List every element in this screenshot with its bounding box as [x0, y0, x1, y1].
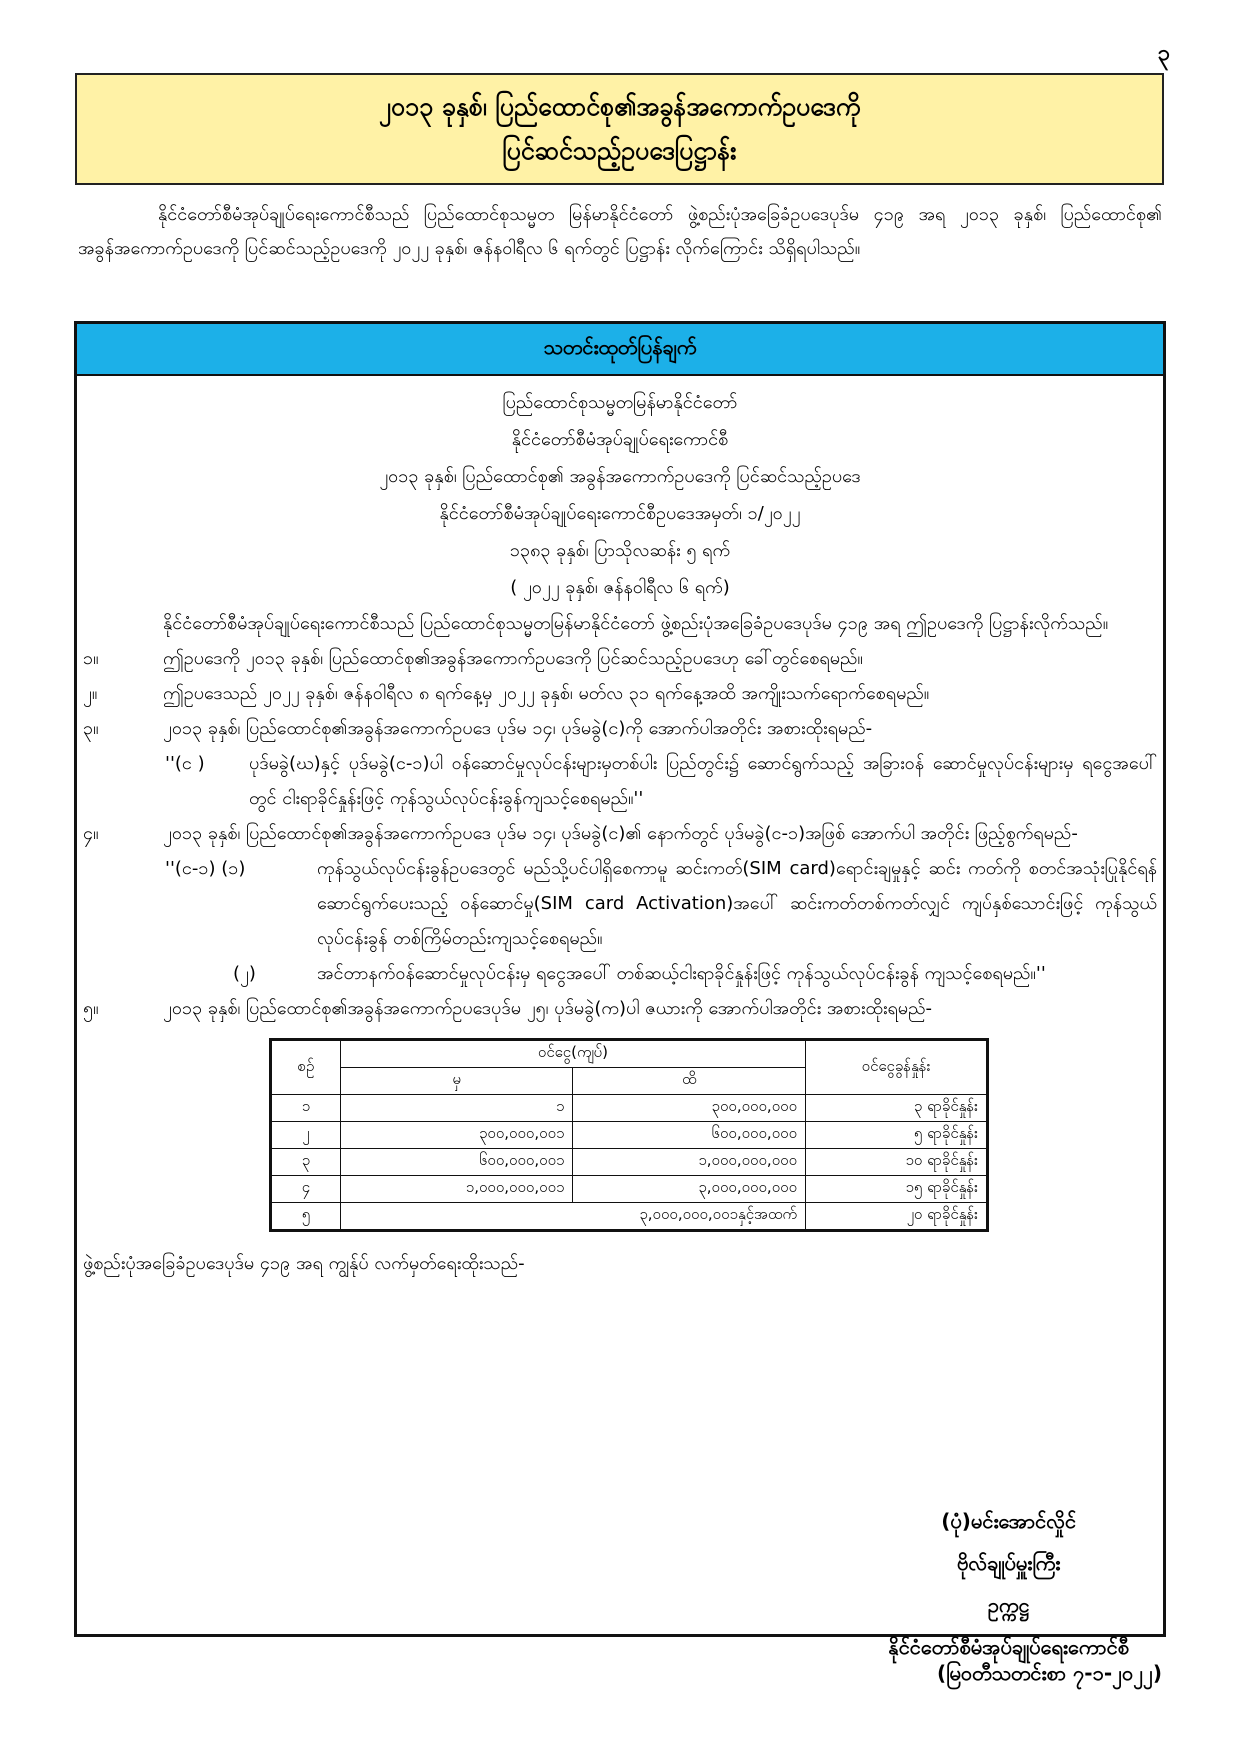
title-line-2: ပြင်ဆင်သည့်ဥပဒေပြဋ္ဌာန်း — [502, 136, 737, 165]
table-row — [271, 1122, 988, 1149]
section-number: ၅။ — [83, 998, 99, 1019]
sub-clause-text: အင်တာနက်ဝန်ဆောင်မှုလုပ်ငန်းမှ ရငွေအပေါ် တစ်ဆယ့်ငါးရာခိုင်နှုန်းဖြင့် ကုန်သွယ်လုပ်ငန်းခွန် ကျသင့်စေရမည်။'' — [317, 963, 1046, 984]
section-text: ၂၀၁၃ ခုနှစ်၊ ပြည်ထောင်စု၏အခွန်အကောက်ဥပဒေ ပုဒ်မ ၁၄၊ ပုဒ်မခွဲ(င)ကို အောက်ပါအတိုင်း အစားထိုးရမည်- — [163, 718, 873, 739]
signatory-name: (ပုံ)မင်းအောင်လှိုင် — [941, 1509, 1077, 1533]
heading-line: ၁၃၈၃ ခုနှစ်၊ ပြာသိုလဆန်း ၅ ရက် — [509, 540, 731, 561]
cell-rate: ၅ ရာခိုင်နှုန်း — [806, 1122, 988, 1149]
signatory-role: ဥက္ကဋ္ဌ — [987, 1593, 1030, 1617]
cell-to: ၃၀၀,၀၀၀,၀၀၀ — [573, 1095, 806, 1122]
press-release-header: သတင်းထုတ်ပြန်ချက် — [77, 324, 1163, 376]
heading-line: ( ၂၀၂၂ ခုနှစ်၊ ဇန်နဝါရီလ ၆ ရက်) — [510, 577, 730, 598]
sub-clause-label: (၂) — [233, 963, 256, 984]
section-1 — [83, 641, 1157, 676]
table-row — [271, 1095, 988, 1122]
section-number: ၃။ — [83, 718, 99, 739]
signatory-council: နိုင်ငံတော်စီမံအုပ်ချုပ်ရေးကောင်စီ — [888, 1635, 1129, 1659]
cell-rate: ၁၀ ရာခိုင်နှုန်း — [806, 1149, 988, 1176]
cell-to: ၁,၀၀၀,၀၀၀,၀၀၀ — [573, 1149, 806, 1176]
quote-label: ''(င ) — [165, 753, 205, 774]
section-text: ၂၀၁၃ ခုနှစ်၊ ပြည်ထောင်စု၏အခွန်အကောက်ဥပဒေပုဒ်မ ၂၅၊ ပုဒ်မခွဲ(က)ပါ ဇယားကို အောက်ပါအတိုင်း အစားထိုးရမည်- — [163, 998, 932, 1019]
heading-line: ၂၀၁၃ ခုနှစ်၊ ပြည်ထောင်စု၏ အခွန်အကောက်ဥပဒေကို ပြင်ဆင်သည့်ဥပဒေ — [379, 466, 861, 487]
cell-to: ၃,၀၀၀,၀၀၀,၀၀၀ — [573, 1176, 806, 1203]
section-text: ၂၀၁၃ ခုနှစ်၊ ပြည်ထောင်စု၏အခွန်အကောက်ဥပဒေ ပုဒ်မ ၁၄၊ ပုဒ်မခွဲ(င)၏ နောက်တွင် ပုဒ်မခွဲ(င-၁)အဖြစ် အောက်ပါ အတိုင်း ဖြည့်စွက်ရမည်- — [163, 823, 1078, 844]
title-line-1: ၂၀၁၃ ခုနှစ်၊ ပြည်ထောင်စု၏အခွန်အကောက်ဥပဒေကို — [378, 92, 861, 121]
col-income-header: ဝင်ငွေ(ကျပ်) — [340, 1040, 805, 1068]
cell-serial: ၅ — [271, 1203, 341, 1231]
sub-clause-label: ''(င-၁) (၁) — [165, 858, 246, 879]
title-box — [75, 73, 1164, 185]
section-text: ဤဥပဒေကို ၂၀၁၃ ခုနှစ်၊ ပြည်ထောင်စု၏အခွန်အကောက်ဥပဒေကို ပြင်ဆင်သည့်ဥပဒေဟု ခေါ်တွင်စေရမည်။ — [163, 648, 863, 669]
source-citation: (မြဝတီသတင်းစာ ၇-၁-၂၀၂၂) — [936, 1661, 1162, 1685]
amendment-quote-c — [83, 746, 1157, 816]
cell-rate: ၂၀ ရာခိုင်နှုန်း — [806, 1203, 988, 1231]
press-release-body — [77, 376, 1163, 1281]
cell-from: ၁ — [340, 1095, 573, 1122]
section-number: ၁။ — [83, 648, 99, 669]
section-number: ၂။ — [83, 683, 98, 704]
section-3 — [83, 711, 1157, 746]
press-release-frame — [74, 321, 1166, 1659]
enactment-paragraph: နိုင်ငံတော်စီမံအုပ်ချုပ်ရေးကောင်စီသည် ပြည်ထောင်စုသမ္မတမြန်မာနိုင်ငံတော် ဖွဲ့စည်းပုံအခြေခံဥပဒေပုဒ်မ ၄၁၉ အရ ဤဥပဒေကို ပြဋ္ဌာန်းလိုက်သည်။ — [163, 613, 1109, 634]
cell-from: ၆၀၀,၀၀၀,၀၀၁ — [340, 1149, 573, 1176]
cell-serial: ၄ — [271, 1176, 341, 1203]
section-5 — [83, 991, 1157, 1026]
cell-serial: ၂ — [271, 1122, 341, 1149]
table-row — [271, 1203, 988, 1231]
quote-text: ပုဒ်မခွဲ(ဃ)နှင့် ပုဒ်မခွဲ(င-၁)ပါ ဝန်ဆောင်မှုလုပ်ငန်းများမှတစ်ပါး ပြည်တွင်း၌ ဆောင်ရွက်သည့် အခြားဝန် ဆောင်မှုလုပ်ငန်းများမှ ရငွေအပေါ်တွင် ငါးရာခိုင်နှုန်းဖြင့် ကုန်သွယ်လုပ်ငန်းခွန်ကျသင့်စေရမည်။'' — [249, 753, 1157, 809]
cell-to: ၆၀၀,၀၀၀,၀၀၀ — [573, 1122, 806, 1149]
cell-from: ၃၀၀,၀၀၀,၀၀၁ — [340, 1122, 573, 1149]
cell-from: ၁,၀၀၀,၀၀၀,၀၀၁ — [340, 1176, 573, 1203]
cell-range: ၃,၀၀၀,၀၀၀,၀၀၁နှင့်အထက် — [340, 1203, 805, 1231]
law-heading — [83, 376, 1157, 606]
sub-clause-text: ကုန်သွယ်လုပ်ငန်းခွန်ဥပဒေတွင် မည်သို့ပင်ပါရှိစေကာမူ ဆင်းကတ်(SIM card)ရောင်းချမှုနှင့် ဆင်း ကတ်ကို စတင်အသုံးပြုနိုင်ရန် ဆောင်ရွက်ပေးသည့် ဝန်ဆောင်မှု(SIM card Activation)အပေါ် ဆင်းကတ်တစ်ကတ်လျှင် ကျပ်နှစ်သောင်းဖြင့် ကုန်သွယ်လုပ်ငန်းခွန် တစ်ကြိမ်တည်းကျသင့်စေရမည်။ — [317, 858, 1157, 949]
heading-line: နိုင်ငံတော်စီမံအုပ်ချုပ်ရေးကောင်စီ — [511, 429, 729, 450]
section-2 — [83, 676, 1157, 711]
signature-block — [888, 1500, 1129, 1668]
heading-line: ပြည်ထောင်စုသမ္မတမြန်မာနိုင်ငံတော် — [502, 392, 738, 413]
section-text: ဤဥပဒေသည် ၂၀၂၂ ခုနှစ်၊ ဇန်နဝါရီလ ၈ ရက်နေ့မှ ၂၀၂၂ ခုနှစ်၊ မတ်လ ၃၁ ရက်နေ့အထိ အကျိုးသက်ရောက်စေရမည်။ — [163, 683, 930, 704]
col-from-header: မှ — [340, 1068, 573, 1095]
cell-rate: ၁၅ ရာခိုင်နှုန်း — [806, 1176, 988, 1203]
col-to-header: ထိ — [573, 1068, 806, 1095]
cell-rate: ၃ ရာခိုင်နှုန်း — [806, 1095, 988, 1122]
table-row — [271, 1176, 988, 1203]
table-header-row — [271, 1040, 988, 1068]
closing-statement: ဖွဲ့စည်းပုံအခြေခံဥပဒေပုဒ်မ ၄၁၉ အရ ကျွန်ုပ် လက်မှတ်ရေးထိုးသည်- — [83, 1253, 525, 1274]
col-serial-header: စဉ် — [271, 1040, 341, 1095]
sub-clause-1 — [83, 851, 1157, 956]
heading-line: နိုင်ငံတော်စီမံအုပ်ချုပ်ရေးကောင်စီဥပဒေအမှတ်၊ ၁/၂၀၂၂ — [439, 503, 801, 524]
intro-paragraph: နိုင်ငံတော်စီမံအုပ်ချုပ်ရေးကောင်စီသည် ပြည်ထောင်စုသမ္မတ မြန်မာနိုင်ငံတော် ဖွဲ့စည်းပုံအခြေခံဥပဒေပုဒ်မ ၄၁၉ အရ ၂၀၁၃ ခုနှစ်၊ ပြည်ထောင်စု၏ အခွန်အကောက်ဥပဒေကို ပြင်ဆင်သည့်ဥပဒေကို ၂၀၂၂ ခုနှစ်၊ ဇန်နဝါရီလ ၆ ရက်တွင် ပြဋ္ဌာန်း လိုက်ကြောင်း သိရှိရပါသည်။ — [78, 204, 1162, 259]
section-4 — [83, 816, 1157, 851]
col-rate-header: ဝင်ငွေခွန်နှုန်း — [806, 1040, 988, 1095]
sub-clause-2 — [83, 956, 1157, 991]
cell-serial: ၃ — [271, 1149, 341, 1176]
page-number: ၃ — [1157, 41, 1170, 66]
income-tax-rate-table — [269, 1038, 989, 1232]
signatory-rank: ဗိုလ်ချုပ်မှူးကြီး — [956, 1551, 1061, 1575]
cell-serial: ၁ — [271, 1095, 341, 1122]
section-number: ၄။ — [83, 823, 99, 844]
table-row — [271, 1149, 988, 1176]
